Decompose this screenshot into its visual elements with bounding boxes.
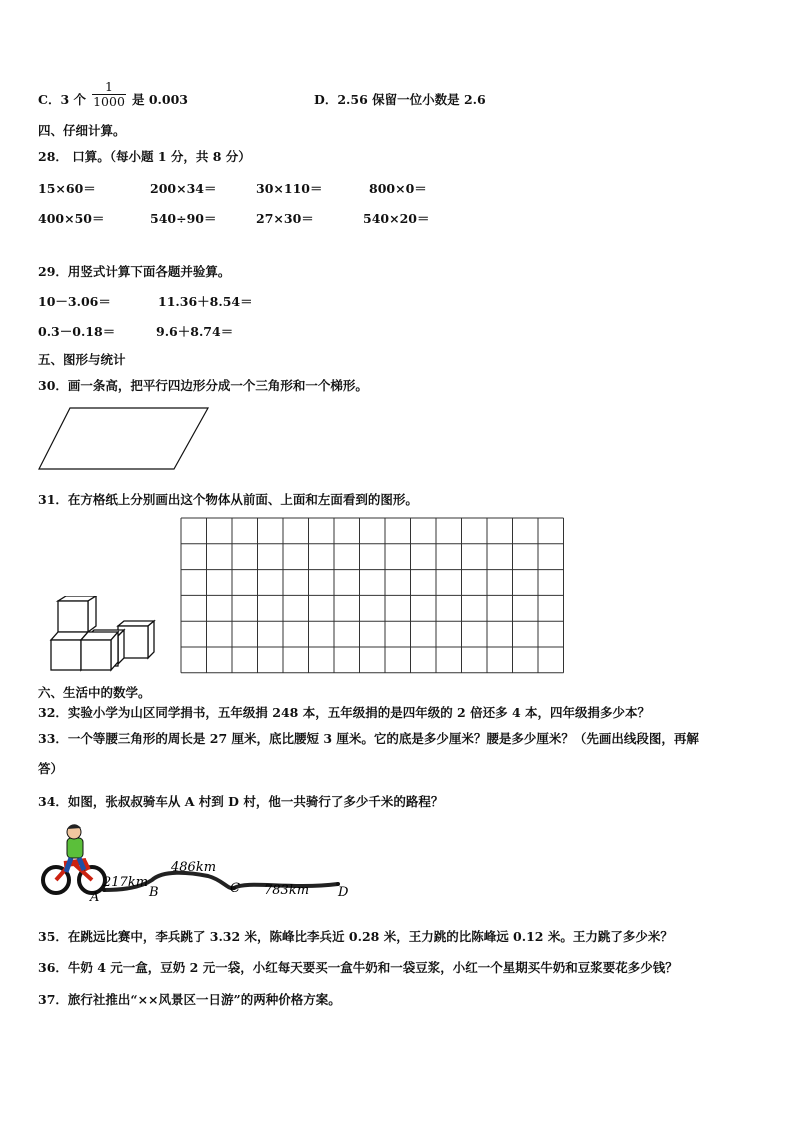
parallelogram — [39, 408, 208, 469]
q28-item: 30×110＝ — [256, 181, 323, 196]
q28-item: 15×60＝ — [38, 181, 96, 196]
label-ab: 217km — [103, 875, 149, 890]
option-d: D．2.56 保留一位小数是 2.6 — [314, 92, 486, 107]
point-b-label: B — [149, 885, 159, 900]
q28-item: 540×20＝ — [363, 211, 430, 226]
section-4-title: 四、仔细计算。 — [38, 123, 126, 138]
cube-front-face — [58, 601, 88, 632]
q32-text: 32．实验小学为山区同学捐书，五年级捐 248 本，五年级捐的是四年级的 2 倍还多 4 本，四年级捐多少本？ — [38, 705, 650, 720]
q29-item: 11.36＋8.54＝ — [158, 294, 253, 309]
point-a-label: A — [90, 890, 100, 902]
section-5-title: 五、图形与统计 — [38, 352, 126, 367]
q28-item: 200×34＝ — [150, 181, 217, 196]
q29-item: 9.6＋8.74＝ — [156, 324, 234, 339]
q28-item: 800×0＝ — [369, 181, 427, 196]
cube-side-face — [148, 621, 154, 658]
fraction-numerator: 1 — [105, 79, 113, 94]
q35-text: 35．在跳远比赛中，李兵跳了 3.32 米，陈峰比李兵近 0.28 米，王力跳的比陈峰远 0.12 米。王力跳了多少米？ — [38, 929, 673, 944]
q28-item: 400×50＝ — [38, 211, 105, 226]
q34-title: 34．如图，张叔叔骑车从 A 村到 D 村，他一共骑行了多少千米的路程？ — [38, 794, 444, 809]
q29-title: 29．用竖式计算下面各题并验算。 — [38, 264, 231, 279]
parallelogram-figure — [36, 406, 212, 472]
q36-text: 36．牛奶 4 元一盒，豆奶 2 元一袋，小红每天要买一盒牛奶和一袋豆浆，小红一个星期买牛奶和豆浆要花多少钱？ — [38, 960, 678, 975]
fraction-denominator: 1000 — [93, 94, 125, 109]
cube-side-face — [118, 630, 124, 664]
option-c-prefix: C．3 个 — [38, 92, 86, 107]
q33-line2: 答） — [38, 761, 64, 776]
q29-item: 10－3.06＝ — [38, 294, 111, 309]
square-grid — [180, 517, 565, 677]
q28-title: 28． 口算。（每小题 1 分，共 8 分） — [38, 149, 251, 164]
q33-line1: 33．一个等腰三角形的周长是 27 厘米，底比腰短 3 厘米。它的底是多少厘米？腰是多少厘米？（先画出线段图，再解 — [38, 731, 699, 746]
cube-side-face — [88, 596, 96, 632]
option-c-suffix: 是 0.003 — [132, 92, 188, 107]
q30-title: 30．画一条高，把平行四边形分成一个三角形和一个梯形。 — [38, 378, 368, 393]
point-c-label: C — [230, 881, 240, 896]
q31-title: 31．在方格纸上分别画出这个物体从前面、上面和左面看到的图形。 — [38, 492, 418, 507]
q28-item: 540÷90＝ — [150, 211, 217, 226]
label-bc: 486km — [171, 860, 217, 875]
q29-item: 0.3－0.18＝ — [38, 324, 116, 339]
cyclist-icon — [43, 824, 105, 893]
cube-front-face — [51, 640, 81, 670]
cube-stack-figure — [46, 596, 158, 672]
route-figure — [38, 820, 358, 902]
section-6-title: 六、生活中的数学。 — [38, 685, 151, 700]
cube-front-face — [81, 640, 111, 670]
fraction-one-thousandth — [92, 80, 126, 109]
q28-item: 27×30＝ — [256, 211, 314, 226]
label-cd: 783km — [264, 883, 310, 898]
q37-text: 37．旅行社推出“××风景区一日游”的两种价格方案。 — [38, 992, 341, 1007]
point-d-label: D — [338, 885, 349, 900]
